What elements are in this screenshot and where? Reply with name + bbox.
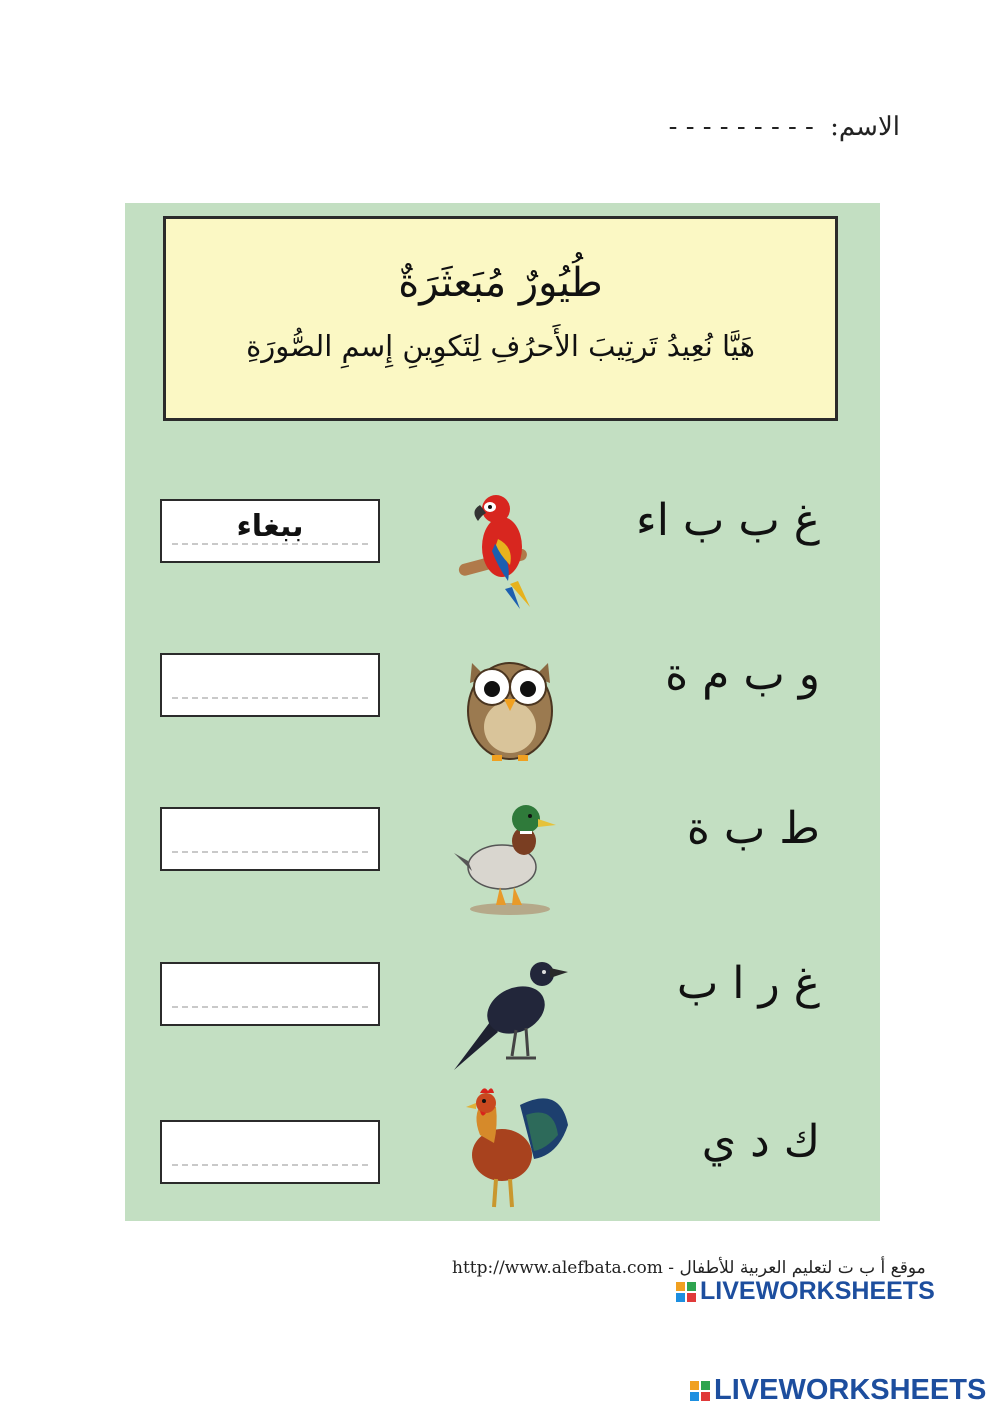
scrambled-letters: ك د ي — [701, 1116, 820, 1167]
name-field — [640, 112, 900, 152]
watermark-text: LIVEWORKSHEETS — [714, 1374, 987, 1406]
scrambled-letters: غ ب ب اء — [636, 495, 820, 546]
logo-text: LIVEWORKSHEETS — [700, 1277, 935, 1305]
duck-icon — [450, 797, 570, 917]
worksheet-title: طُيُورٌ مُبَعثَرَةٌ — [398, 260, 603, 306]
scrambled-letters: و ب م ة — [665, 649, 820, 700]
rooster-icon — [450, 1075, 570, 1225]
name-dashes: - - - - - - - - - — [668, 112, 814, 142]
writing-guide-line — [172, 1006, 368, 1008]
exercise-row-rooster — [125, 1116, 880, 1240]
worksheet-panel — [125, 203, 880, 1221]
answer-input-rooster[interactable] — [160, 1120, 380, 1184]
answer-input-crow[interactable] — [160, 962, 380, 1026]
liveworksheets-watermark — [690, 1374, 986, 1407]
name-label: الاسم: — [830, 112, 900, 142]
exercise-row-duck — [125, 803, 880, 927]
parrot-icon — [450, 489, 570, 609]
liveworksheets-logo — [676, 1277, 935, 1306]
exercise-row-parrot — [125, 495, 880, 619]
writing-guide-line — [172, 851, 368, 853]
worksheet-instruction: هَيَّا نُعِيدُ تَرتِيبَ الأَحرُفِ لِتَكوِينِ إِسمِ الصُّورَةِ — [246, 329, 755, 363]
answer-input-parrot[interactable] — [160, 499, 380, 563]
scrambled-letters: ط ب ة — [686, 803, 820, 854]
logo-grid-icon — [676, 1282, 696, 1302]
logo-grid-icon — [690, 1381, 710, 1401]
owl-icon — [450, 643, 570, 763]
exercise-row-owl — [125, 649, 880, 773]
writing-guide-line — [172, 1164, 368, 1166]
answer-input-owl[interactable] — [160, 653, 380, 717]
writing-guide-line — [172, 697, 368, 699]
scrambled-letters: غ ر ا ب — [676, 958, 820, 1009]
exercise-row-crow — [125, 958, 880, 1082]
answer-value: ببغاء — [236, 509, 304, 544]
source-credit: http://www.alefbata.com - موقع أ ب ت لتعليم العربية للأطفال — [452, 1258, 926, 1278]
title-box — [163, 216, 838, 421]
answer-input-duck[interactable] — [160, 807, 380, 871]
crow-icon — [450, 952, 570, 1072]
